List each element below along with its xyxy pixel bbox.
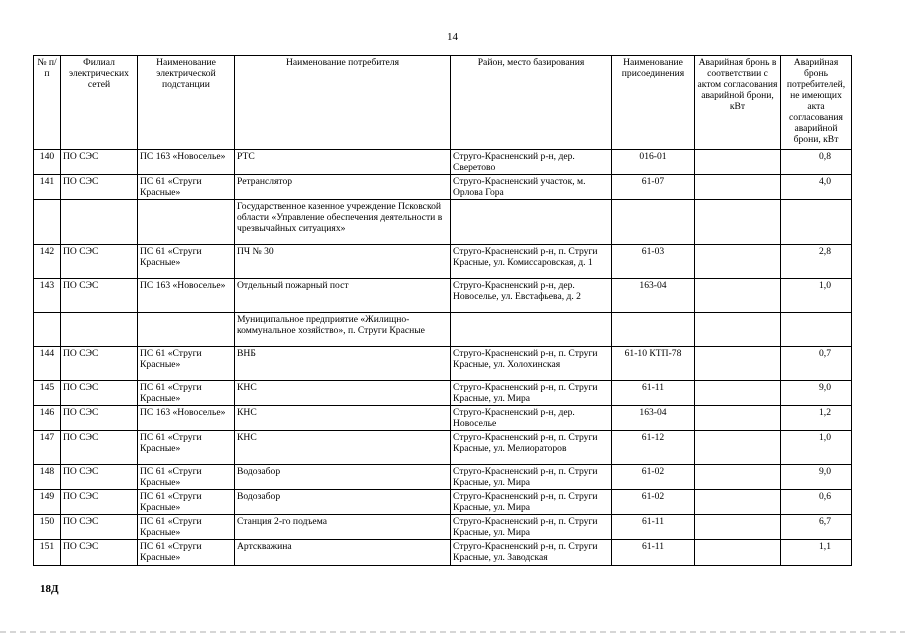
reserve-without-act-cell: 1,1 [781, 540, 852, 566]
connection-cell: 61-02 [612, 465, 695, 490]
reserve-without-act-cell: 0,6 [781, 490, 852, 515]
location-cell: Струго-Красненский р-н, п. Струги Красные, ул. Холохинская [451, 347, 612, 381]
consumer-cell: Муниципальное предприятие «Жилищно-коммунальное хозяйство», п. Струги Красные [235, 313, 451, 347]
location-cell: Струго-Красненский участок, м. Орлова Гора [451, 175, 612, 200]
branch-cell [61, 313, 138, 347]
connection-cell [612, 200, 695, 245]
table-row [34, 490, 852, 515]
consumer-cell: КНС [235, 381, 451, 406]
header-cell: Наименование потребителя [235, 56, 451, 150]
location-cell: Струго-Красненский р-н, п. Струги Красные, ул. Мира [451, 515, 612, 540]
reserve-with-act-cell [695, 431, 781, 465]
branch-cell: ПО СЭС [61, 279, 138, 313]
location-cell: Струго-Красненский р-н, дер. Новоселье, ул. Евстафьева, д. 2 [451, 279, 612, 313]
substation-cell [138, 313, 235, 347]
reserve-without-act-cell: 9,0 [781, 465, 852, 490]
substation-cell: ПС 61 «Струги Красные» [138, 540, 235, 566]
consumer-cell: РТС [235, 150, 451, 175]
reserve-with-act-cell [695, 540, 781, 566]
reserve-without-act-cell: 4,0 [781, 175, 852, 200]
table-body [34, 150, 852, 566]
branch-cell: ПО СЭС [61, 245, 138, 279]
connection-cell: 61-12 [612, 431, 695, 465]
reserve-without-act-cell: 9,0 [781, 381, 852, 406]
row-number-cell: 143 [34, 279, 61, 313]
header-cell: Аварийная бронь в соответствии с актом согласования аварийной брони, кВт [695, 56, 781, 150]
substation-cell: ПС 61 «Струги Красные» [138, 347, 235, 381]
connection-cell: 61-11 [612, 381, 695, 406]
reserve-with-act-cell [695, 490, 781, 515]
consumer-cell: КНС [235, 406, 451, 431]
header-cell: Филиал электрических сетей [61, 56, 138, 150]
consumer-cell: Станция 2-го подъема [235, 515, 451, 540]
connection-cell: 61-10 КТП-78 [612, 347, 695, 381]
header-cell: Наименование присоединения [612, 56, 695, 150]
consumer-cell: Водозабор [235, 490, 451, 515]
header-cell: Наименование электрической подстанции [138, 56, 235, 150]
location-cell: Струго-Красненский р-н, п. Струги Красные, ул. Мира [451, 490, 612, 515]
substation-cell [138, 200, 235, 245]
branch-cell: ПО СЭС [61, 515, 138, 540]
reserve-with-act-cell [695, 245, 781, 279]
connection-cell: 016-01 [612, 150, 695, 175]
substation-cell: ПС 61 «Струги Красные» [138, 431, 235, 465]
page-number: 14 [447, 31, 458, 43]
row-number-cell: 150 [34, 515, 61, 540]
row-number-cell: 146 [34, 406, 61, 431]
branch-cell: ПО СЭС [61, 175, 138, 200]
substation-cell: ПС 61 «Струги Красные» [138, 245, 235, 279]
table-header-row [34, 56, 852, 150]
reserve-without-act-cell: 0,8 [781, 150, 852, 175]
connection-cell: 61-03 [612, 245, 695, 279]
reserve-with-act-cell [695, 279, 781, 313]
row-number-cell: 142 [34, 245, 61, 279]
table-row [34, 381, 852, 406]
location-cell [451, 200, 612, 245]
table-row [34, 406, 852, 431]
location-cell: Струго-Красненский р-н, п. Струги Красные, ул. Мира [451, 465, 612, 490]
row-number-cell: 148 [34, 465, 61, 490]
reserve-with-act-cell [695, 347, 781, 381]
connection-cell: 61-07 [612, 175, 695, 200]
row-number-cell: 145 [34, 381, 61, 406]
connection-cell: 61-11 [612, 515, 695, 540]
reserve-with-act-cell [695, 515, 781, 540]
table-row [34, 515, 852, 540]
reserve-without-act-cell: 1,0 [781, 279, 852, 313]
location-cell: Струго-Красненский р-н, дер. Сверетово [451, 150, 612, 175]
consumer-cell: КНС [235, 431, 451, 465]
row-number-cell: 141 [34, 175, 61, 200]
branch-cell: ПО СЭС [61, 490, 138, 515]
consumer-cell: ПЧ № 30 [235, 245, 451, 279]
branch-cell: ПО СЭС [61, 381, 138, 406]
connection-cell [612, 313, 695, 347]
header-cell: Район, место базирования [451, 56, 612, 150]
table-row [34, 175, 852, 200]
substation-cell: ПС 61 «Струги Красные» [138, 490, 235, 515]
reserve-without-act-cell: 6,7 [781, 515, 852, 540]
reserve-with-act-cell [695, 175, 781, 200]
connection-cell: 61-11 [612, 540, 695, 566]
reserve-with-act-cell [695, 150, 781, 175]
connection-cell: 61-02 [612, 490, 695, 515]
reserve-with-act-cell [695, 313, 781, 347]
reserve-without-act-cell [781, 200, 852, 245]
reserve-without-act-cell: 1,2 [781, 406, 852, 431]
location-cell: Струго-Красненский р-н, п. Струги Красные, ул. Комиссаровская, д. 1 [451, 245, 612, 279]
connection-cell: 163-04 [612, 406, 695, 431]
table-row [34, 431, 852, 465]
row-number-cell: 144 [34, 347, 61, 381]
reserve-with-act-cell [695, 381, 781, 406]
substation-cell: ПС 61 «Струги Красные» [138, 175, 235, 200]
table-row [34, 313, 852, 347]
substation-cell: ПС 61 «Струги Красные» [138, 465, 235, 490]
header-cell: Аварийная бронь потребителей, не имеющих акта согласования аварийной брони, кВт [781, 56, 852, 150]
reserve-with-act-cell [695, 406, 781, 431]
branch-cell: ПО СЭС [61, 465, 138, 490]
substation-cell: ПС 61 «Струги Красные» [138, 381, 235, 406]
location-cell [451, 313, 612, 347]
table-row [34, 347, 852, 381]
reserve-with-act-cell [695, 465, 781, 490]
table-row [34, 200, 852, 245]
table-row [34, 540, 852, 566]
consumer-cell: Государственное казенное учреждение Псковской области «Управление обеспечения деятельности в чрезвычайных ситуациях» [235, 200, 451, 245]
consumer-cell: Отдельный пожарный пост [235, 279, 451, 313]
branch-cell: ПО СЭС [61, 150, 138, 175]
row-number-cell: 151 [34, 540, 61, 566]
substation-cell: ПС 61 «Струги Красные» [138, 515, 235, 540]
substation-cell: ПС 163 «Новоселье» [138, 150, 235, 175]
scan-artifact-line [0, 631, 905, 633]
consumer-cell: Водозабор [235, 465, 451, 490]
branch-cell [61, 200, 138, 245]
row-number-cell: 149 [34, 490, 61, 515]
table-row [34, 245, 852, 279]
reserve-with-act-cell [695, 200, 781, 245]
location-cell: Струго-Красненский р-н, дер. Новоселье [451, 406, 612, 431]
reserve-without-act-cell: 1,0 [781, 431, 852, 465]
row-number-cell: 140 [34, 150, 61, 175]
location-cell: Струго-Красненский р-н, п. Струги Красные, ул. Заводская [451, 540, 612, 566]
row-number-cell: 147 [34, 431, 61, 465]
reserve-without-act-cell [781, 313, 852, 347]
substation-cell: ПС 163 «Новоселье» [138, 279, 235, 313]
substation-cell: ПС 163 «Новоселье» [138, 406, 235, 431]
consumer-cell: Артскважина [235, 540, 451, 566]
header-cell: № п/п [34, 56, 61, 150]
reserve-without-act-cell: 0,7 [781, 347, 852, 381]
emergency-reserve-table [33, 55, 852, 566]
reserve-without-act-cell: 2,8 [781, 245, 852, 279]
connection-cell: 163-04 [612, 279, 695, 313]
row-number-cell [34, 200, 61, 245]
branch-cell: ПО СЭС [61, 540, 138, 566]
row-number-cell [34, 313, 61, 347]
branch-cell: ПО СЭС [61, 347, 138, 381]
consumer-cell: Ретранслятор [235, 175, 451, 200]
table-row [34, 279, 852, 313]
table-row [34, 465, 852, 490]
table-row [34, 150, 852, 175]
location-cell: Струго-Красненский р-н, п. Струги Красные, ул. Мира [451, 381, 612, 406]
consumer-cell: ВНБ [235, 347, 451, 381]
location-cell: Струго-Красненский р-н, п. Струги Красные, ул. Мелиораторов [451, 431, 612, 465]
footer-code: 18Д [40, 583, 59, 595]
branch-cell: ПО СЭС [61, 431, 138, 465]
branch-cell: ПО СЭС [61, 406, 138, 431]
